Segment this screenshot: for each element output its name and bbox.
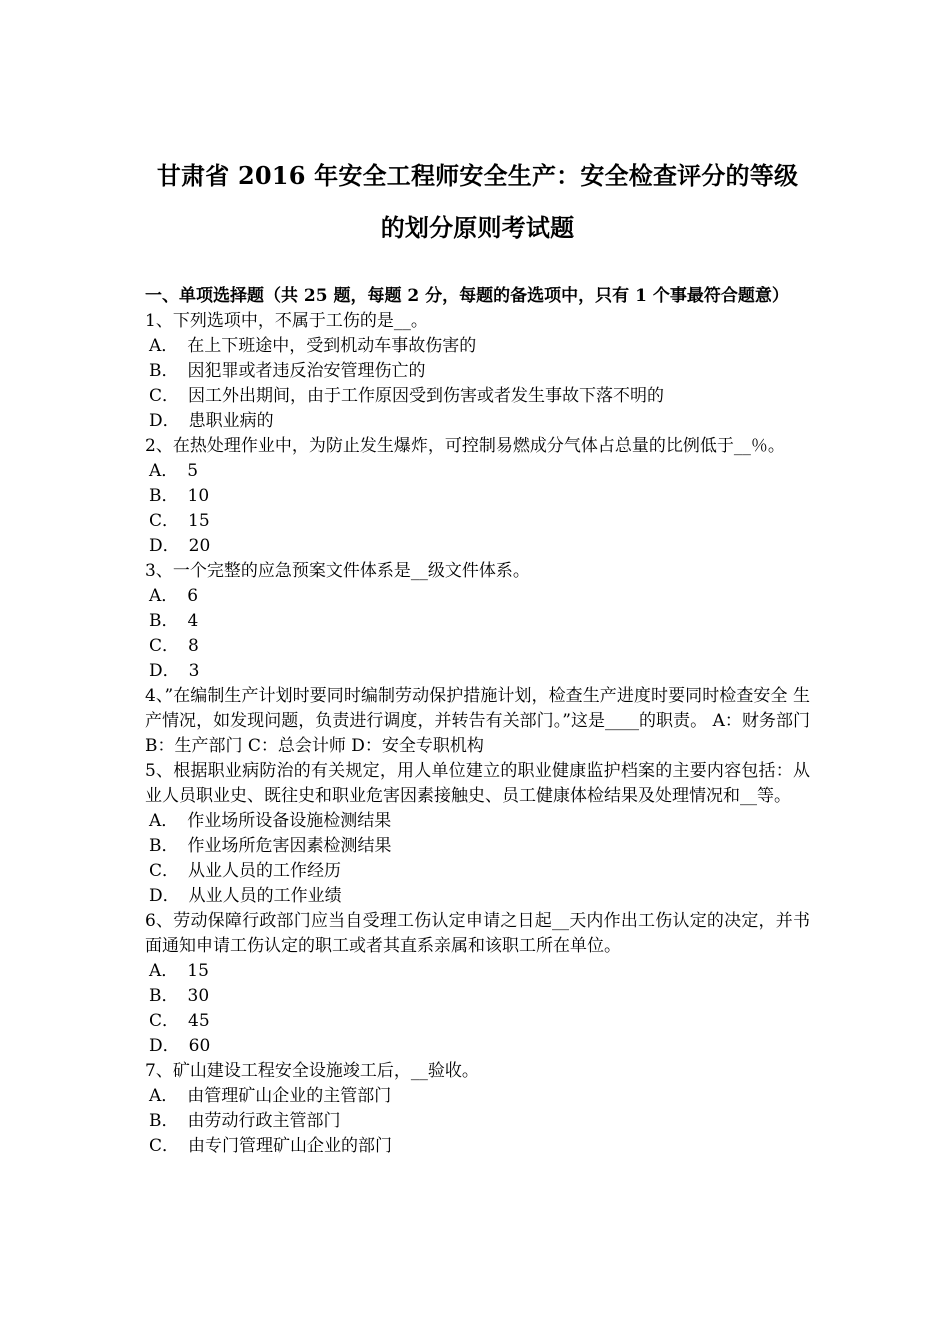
answer-option	[145, 1134, 810, 1159]
option-letter: B．	[149, 836, 179, 856]
question-list	[145, 309, 810, 1159]
question-stem: 7、矿山建设工程安全设施竣工后，__验收。	[145, 1061, 479, 1081]
option-letter: B．	[149, 1111, 179, 1131]
answer-option	[145, 959, 810, 984]
answer-option	[145, 359, 810, 384]
option-text: 45	[188, 1011, 210, 1031]
option-letter: C．	[149, 511, 180, 531]
option-letter: C．	[149, 861, 180, 881]
option-text: 因工外出期间，由于工作原因受到伤害或者发生事故下落不明的	[188, 386, 665, 406]
section-heading: 一、单项选择题（共 25 题，每题 2 分，每题的备选项中，只有 1 个事最符合题意）	[145, 286, 789, 306]
document-title	[145, 150, 810, 254]
option-text: 在上下班途中，受到机动车事故伤害的	[187, 336, 477, 356]
option-letter: B．	[149, 361, 179, 381]
option-text: 从业人员的工作业绩	[188, 886, 342, 906]
option-letter: D．	[149, 661, 180, 681]
question-stem: 1、下列选项中，不属于工伤的是__。	[145, 311, 428, 331]
option-text: 由管理矿山企业的主管部门	[187, 1086, 392, 1106]
option-letter: A．	[149, 1086, 179, 1106]
option-text: 由劳动行政主管部门	[187, 1111, 341, 1131]
option-letter: D．	[149, 536, 180, 556]
option-letter: B．	[149, 611, 179, 631]
option-letter: D．	[149, 411, 180, 431]
option-letter: D．	[149, 886, 180, 906]
question-stem: 5、根据职业病防治的有关规定，用人单位建立的职业健康监护档案的主要内容包括：从业人员职业史、既往史和职业危害因素接触史、员工健康体检结果及处理情况和__等。	[145, 761, 810, 806]
answer-option	[145, 634, 810, 659]
option-text: 20	[188, 536, 211, 556]
answer-option	[145, 859, 810, 884]
answer-option	[145, 609, 810, 634]
answer-option	[145, 884, 810, 909]
title-line-1: 甘肃省 2016 年安全工程师安全生产：安全检查评分的等级	[156, 161, 799, 190]
option-text: 60	[188, 1036, 211, 1056]
option-text: 作业场所危害因素检测结果	[187, 836, 392, 856]
option-text: 6	[187, 586, 199, 606]
question-stem: 2、在热处理作业中，为防止发生爆炸，可控制易燃成分气体占总量的比例低于__％。	[145, 436, 785, 456]
option-text: 从业人员的工作经历	[188, 861, 342, 881]
option-letter: A．	[149, 961, 179, 981]
option-letter: C．	[149, 1136, 180, 1156]
answer-option	[145, 534, 810, 559]
option-letter: D．	[149, 1036, 180, 1056]
option-text: 10	[187, 486, 210, 506]
question-stem: 4、”在编制生产计划时要同时编制劳动保护措施计划，检查生产进度时要同时检查安全 生产情况，如发现问题，负责进行调度，并转告有关部门。”这是____的职责。 A：财务部门 B：生产部门 C：总会计师 D：安全专职机构	[145, 686, 810, 756]
answer-option	[145, 484, 810, 509]
option-text: 作业场所设备设施检测结果	[187, 811, 392, 831]
answer-option	[145, 659, 810, 684]
option-letter: A．	[149, 336, 179, 356]
answer-option	[145, 584, 810, 609]
title-line-2: 的划分原则考试题	[380, 213, 575, 242]
answer-option	[145, 334, 810, 359]
option-text: 8	[188, 636, 199, 656]
option-letter: C．	[149, 636, 180, 656]
option-text: 3	[188, 661, 200, 681]
question-stem: 6、劳动保障行政部门应当自受理工伤认定申请之日起__天内作出工伤认定的决定，并书面通知申请工伤认定的职工或者其直系亲属和该职工所在单位。	[145, 911, 810, 956]
option-text: 30	[187, 986, 210, 1006]
option-text: 4	[187, 611, 199, 631]
answer-option	[145, 384, 810, 409]
answer-option	[145, 509, 810, 534]
question-stem: 3、一个完整的应急预案文件体系是__级文件体系。	[145, 561, 530, 581]
answer-option	[145, 459, 810, 484]
option-text: 由专门管理矿山企业的部门	[188, 1136, 393, 1156]
option-letter: C．	[149, 386, 180, 406]
answer-option	[145, 809, 810, 834]
answer-option	[145, 984, 810, 1009]
answer-option	[145, 1109, 810, 1134]
option-letter: C．	[149, 1011, 180, 1031]
option-letter: A．	[149, 461, 179, 481]
option-letter: B．	[149, 486, 179, 506]
answer-option	[145, 1084, 810, 1109]
answer-option	[145, 1034, 810, 1059]
option-letter: B．	[149, 986, 179, 1006]
option-letter: A．	[149, 811, 179, 831]
option-text: 因犯罪或者违反治安管理伤亡的	[187, 361, 426, 381]
option-text: 15	[188, 511, 210, 531]
option-text: 患职业病的	[188, 411, 274, 431]
answer-option	[145, 834, 810, 859]
answer-option	[145, 1009, 810, 1034]
option-letter: A．	[149, 586, 179, 606]
option-text: 15	[187, 961, 209, 981]
option-text: 5	[187, 461, 199, 481]
answer-option	[145, 409, 810, 434]
document-page	[145, 0, 810, 1159]
